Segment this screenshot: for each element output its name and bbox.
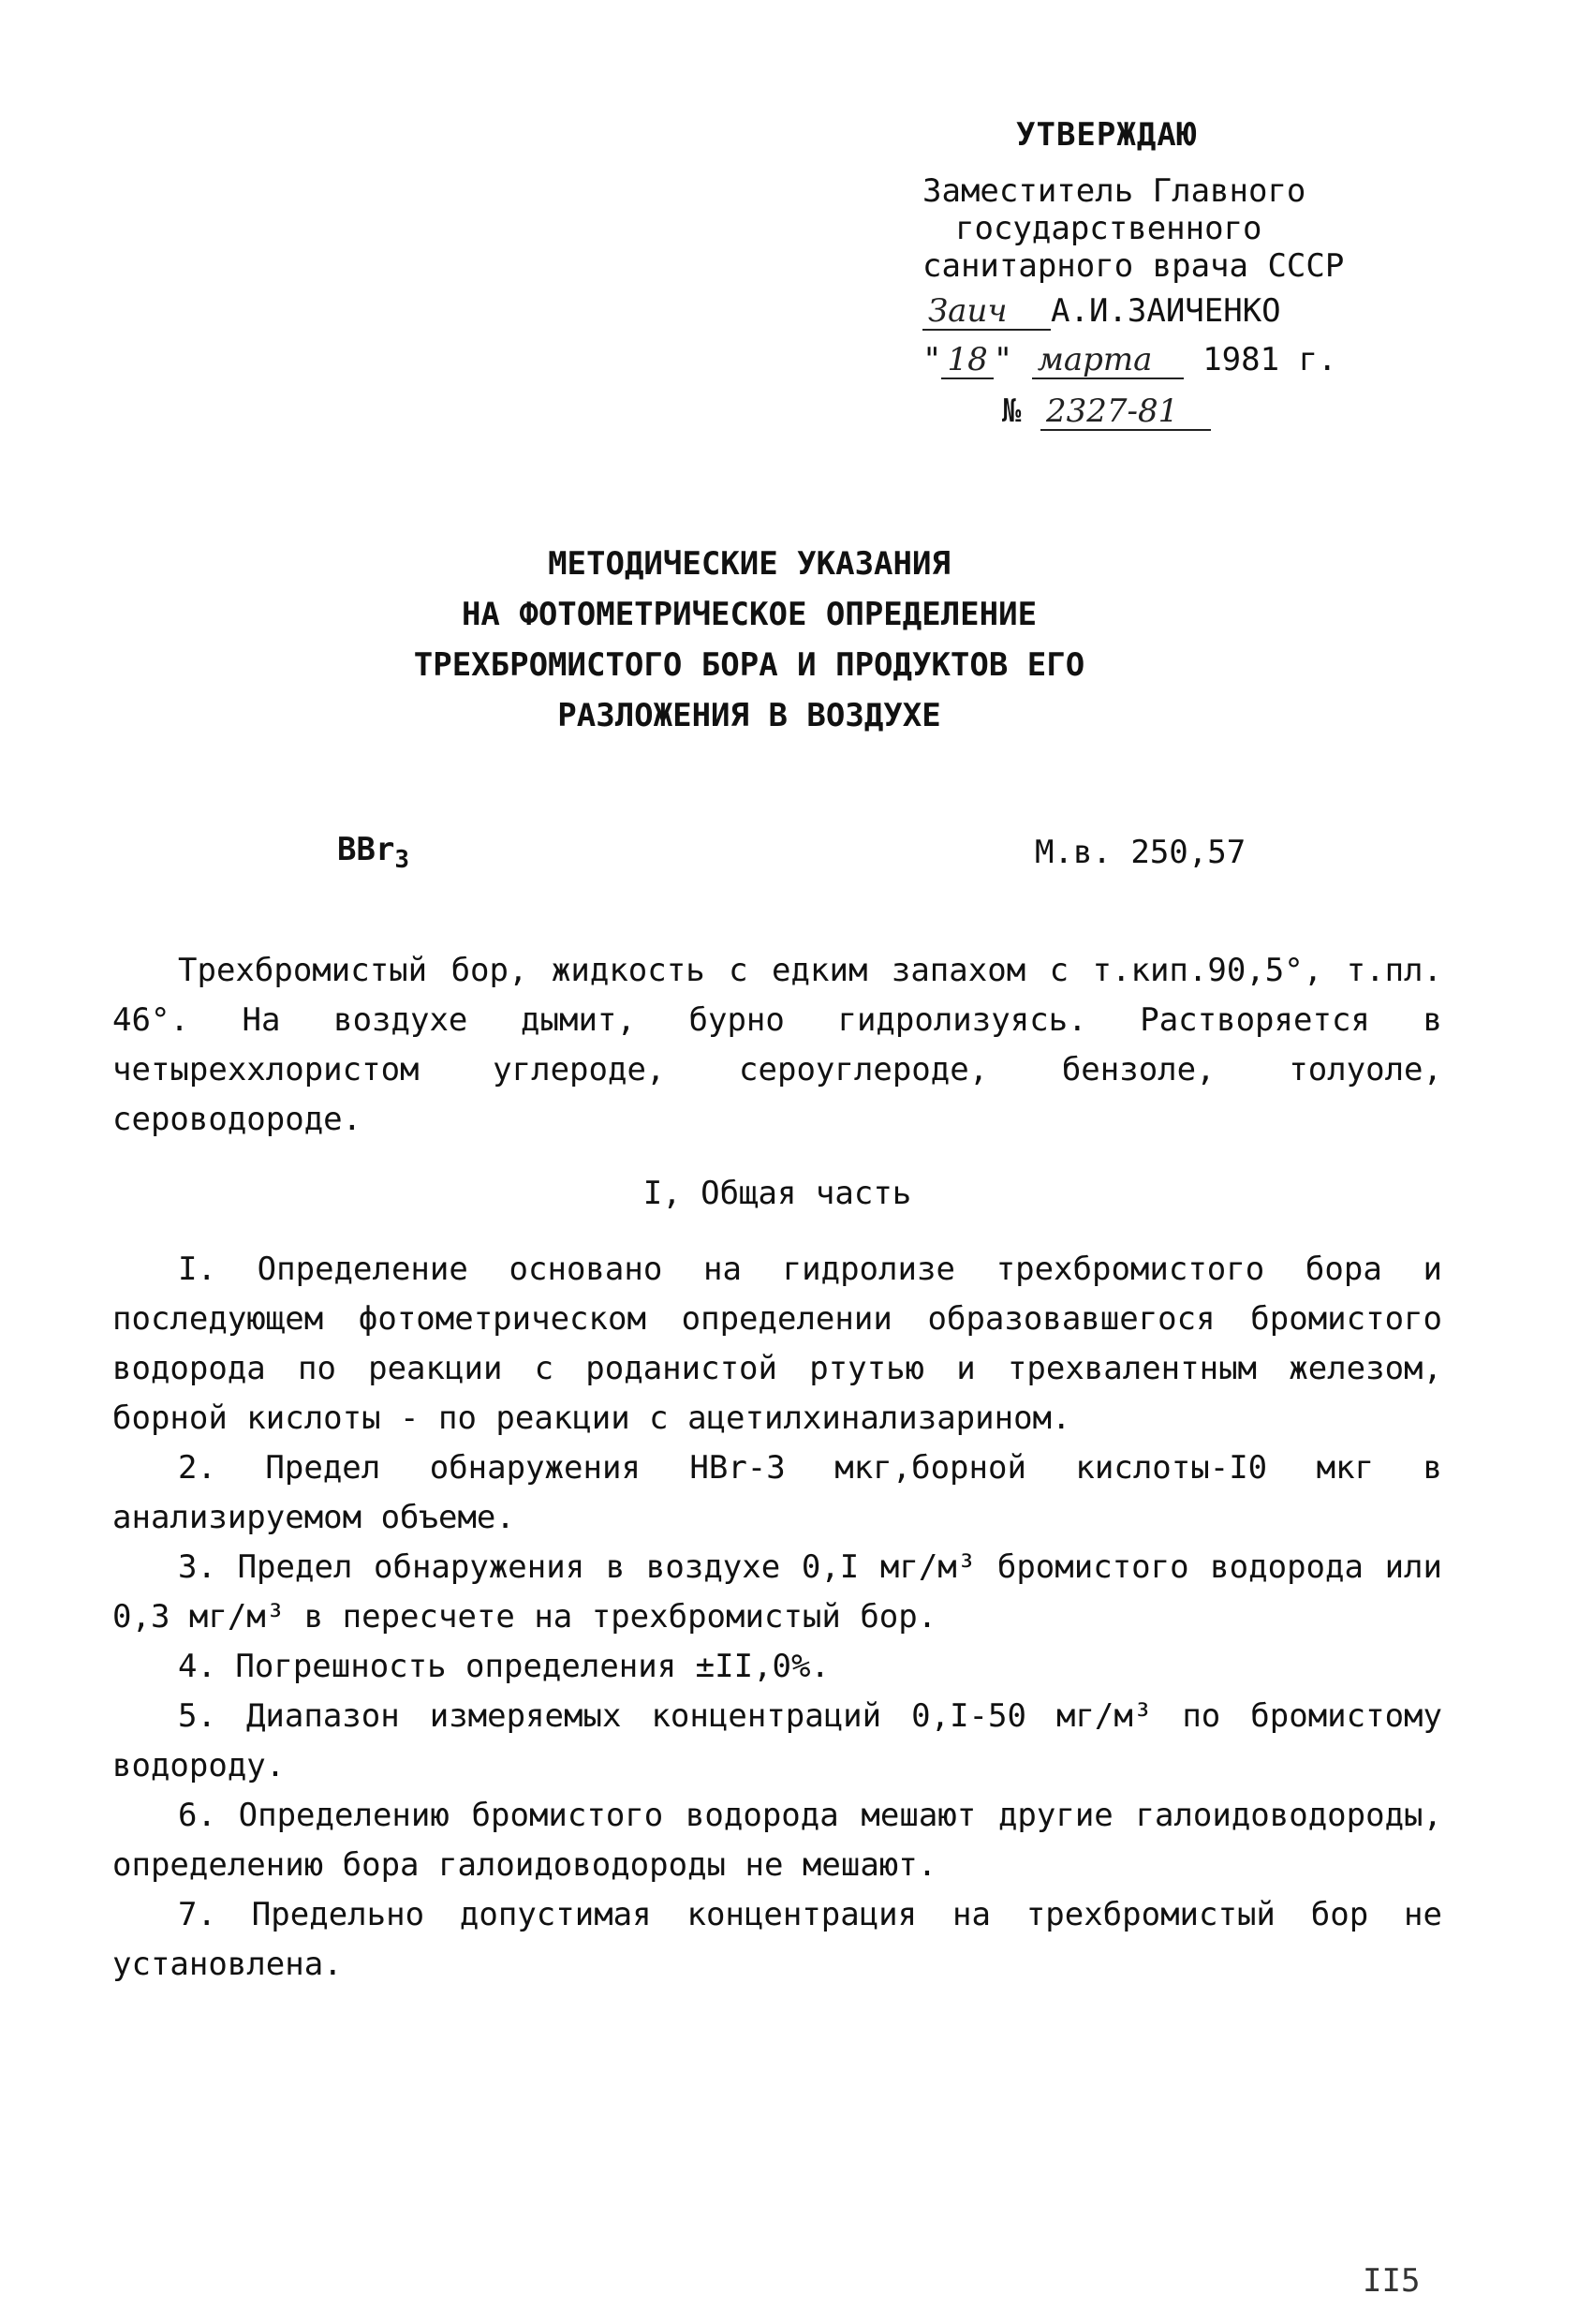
list-item: 6. Определению бромистого водорода мешают другие галоидоводороды, определению бора галоидоводороды не мешают. (112, 1797, 1442, 1884)
list-item: 7. Предельно допустимая концентрация на трехбромистый бор не установлена. (112, 1896, 1442, 1983)
list-item: 4. Погрешность определения ±II,0%. (178, 1648, 830, 1685)
intro-paragraph: Трехбромистый бор, жидкость с едким запахом с т.кип.90,5°, т.пл. 46°. На воздухе дымит, бурно гидролизуясь. Растворяется в четыреххлористом углероде, сероуглероде, бензоле, толуоле, сероводороде. (112, 952, 1442, 1138)
signer-name: А.И.ЗАИЧЕНКО (1051, 292, 1281, 330)
section-heading: I, Общая часть (642, 1175, 912, 1212)
title-line: ТРЕХБРОМИСТОГО БОРА И ПРОДУКТОВ ЕГО (413, 646, 1085, 684)
number-value: 2327-81 (1040, 393, 1211, 431)
date-year: 1981 г. (1202, 341, 1337, 378)
title-line: РАЗЛОЖЕНИЯ В ВОЗДУХЕ (557, 697, 941, 734)
page-number: II5 (1363, 2262, 1421, 2300)
approval-number (1002, 393, 1211, 431)
signature-line (922, 293, 1281, 331)
title-line: НА ФОТОМЕТРИЧЕСКОЕ ОПРЕДЕЛЕНИЕ (461, 596, 1038, 633)
approval-title: УТВЕРЖДАЮ (1016, 116, 1198, 154)
formula-subscript: 3 (394, 845, 410, 874)
formula-main: BBr (337, 831, 395, 868)
title-line: МЕТОДИЧЕСКИЕ УКАЗАНИЯ (548, 545, 951, 583)
molecular-weight: М.в. 250,57 (1035, 834, 1246, 871)
handwritten-signature: Заич (922, 293, 1051, 331)
approval-position-line2: государственного (955, 210, 1262, 247)
approval-date: " 18 " марта 1981 г. (922, 341, 1337, 378)
date-day: 18 (941, 342, 993, 379)
list-item: 2. Предел обнаружения HBr-3 мкг,борной кислоты-I0 мкг в анализируемом объеме. (112, 1449, 1442, 1536)
document-title (281, 539, 1217, 741)
number-label: № (1002, 392, 1022, 430)
approval-position-line3: санитарного врача СССР (922, 247, 1345, 285)
chemical-formula (337, 831, 409, 874)
date-month: марта (1032, 342, 1184, 379)
list-item: 3. Предел обнаружения в воздухе 0,I мг/м³ бромистого водорода или 0,3 мг/м³ в пересчете на трехбромистый бор. (112, 1548, 1442, 1636)
list-item: 5. Диапазон измеряемых концентраций 0,I-50 мг/м³ по бромистому водороду. (112, 1697, 1442, 1784)
document-body (112, 946, 1442, 1990)
approval-position-line1: Заместитель Главного (922, 172, 1306, 210)
list-item: I. Определение основано на гидролизе трехбромистого бора и последующем фотометрическом определении образовавшегося бромистого водорода по реакции с роданистой ртутью и трехвалентным железом, борной кислоты - по реакции с ацетилхинализарином. (112, 1251, 1442, 1437)
